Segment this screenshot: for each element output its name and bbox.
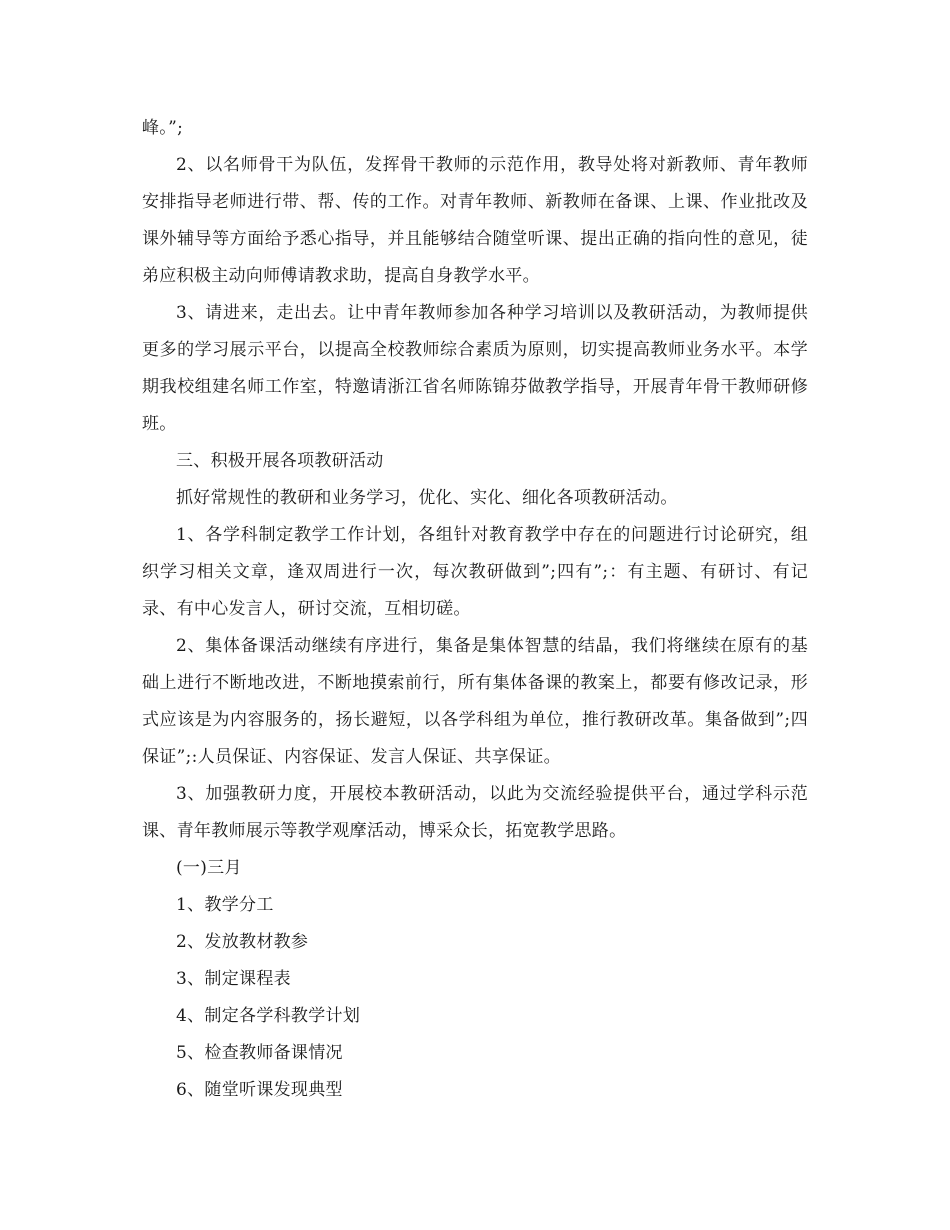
paragraph-4: 抓好常规性的教研和业务学习，优化、实化、细化各项教研活动。 <box>176 488 678 508</box>
section-heading-3: 三、积极开展各项教研活动 <box>176 451 384 471</box>
subheading-march: (一)三月 <box>176 858 242 878</box>
paragraph-0: 峰。”; <box>142 118 184 138</box>
list-item: 2、发放教材教参 <box>176 932 309 952</box>
paragraph-1: 2、以名师骨干为队伍，发挥骨干教师的示范作用，教导处将对新教师、青年教师安排指导老师进行带、帮、传的工作。对青年教师、新教师在备课、上课、作业批改及课外辅导等方面给予悉心指导，并且能够结合随堂听课、提出正确的指向性的意见，徒弟应积极主动向师傅请教求助，提高自身教学水平。 <box>142 155 808 286</box>
paragraph-2: 3、请进来，走出去。让中青年教师参加各种学习培训以及教研活动，为教师提供更多的学习展示平台，以提高全校教师综合素质为原则，切实提高教师业务水平。本学期我校组建名师工作室，特邀请浙江省名师陈锦芬做教学指导，开展青年骨干教师研修班。 <box>142 303 808 434</box>
paragraph-7: 3、加强教研力度，开展校本教研活动，以此为交流经验提供平台，通过学科示范课、青年教师展示等教学观摩活动，博采众长，拓宽教学思路。 <box>142 784 808 841</box>
paragraph-5: 1、各学科制定教学工作计划，各组针对教育教学中存在的问题进行讨论研究，组织学习相关文章，逢双周进行一次，每次教研做到”;四有”;：有主题、有研讨、有记录、有中心发言人，研讨交流，互相切磋。 <box>142 525 808 619</box>
paragraph-6: 2、集体备课活动继续有序进行，集备是集体智慧的结晶，我们将继续在原有的基础上进行不断地改进，不断地摸索前行，所有集体备课的教案上，都要有修改记录，形式应该是为内容服务的，扬长避短，以各学科组为单位，推行教研改革。集备做到”;四保证”;:人员保证、内容保证、发言人保证、共享保证。 <box>142 636 808 767</box>
list-item: 3、制定课程表 <box>176 969 291 989</box>
list-item: 1、教学分工 <box>176 895 274 915</box>
list-item: 4、制定各学科教学计划 <box>176 1006 361 1026</box>
document-body <box>142 110 808 1109</box>
list-item: 5、检查教师备课情况 <box>176 1043 343 1063</box>
list-item: 6、随堂听课发现典型 <box>176 1080 343 1100</box>
